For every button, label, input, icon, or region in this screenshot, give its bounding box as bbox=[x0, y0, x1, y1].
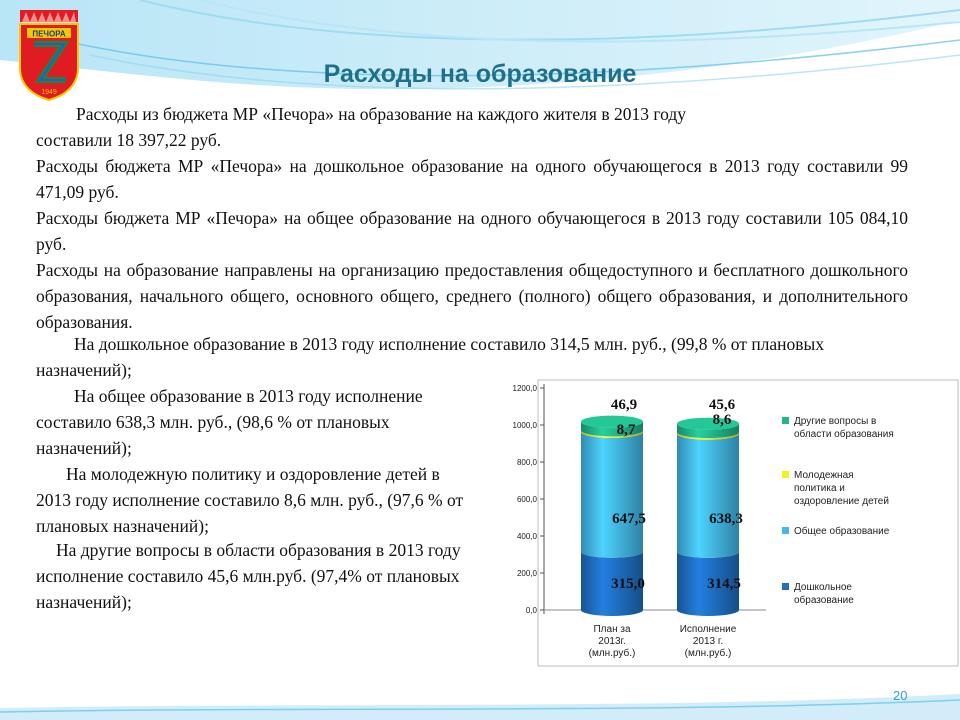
legend-label: образование bbox=[794, 595, 854, 606]
legend-label: Общее образование bbox=[794, 526, 890, 537]
paragraph-general-execution: На общее образование в 2013 году исполнение составило 638,3 млн. руб., (98,6 % от плановых назначений); bbox=[36, 386, 423, 458]
paragraph-preschool-per-student: Расходы бюджета МР «Печора» на дошкольное образование на одного обучающегося в 2013 году составили 99 471,09 руб. bbox=[36, 156, 908, 202]
svg-text:ПЕЧОРА: ПЕЧОРА bbox=[32, 29, 66, 39]
legend-label: области образования bbox=[794, 429, 894, 440]
paragraph-line: составили 18 397,22 руб. bbox=[36, 130, 222, 150]
y-tick-label: 1200,0 bbox=[512, 384, 537, 393]
bar-data-label: 45,6 bbox=[708, 397, 736, 413]
page-number: 20 bbox=[893, 688, 908, 703]
paragraph-per-capita-spending bbox=[36, 101, 908, 153]
bar-data-label: 8,6 bbox=[712, 412, 732, 428]
legend-label: Другие вопросы в bbox=[794, 416, 877, 427]
x-category-label: 2013 г. bbox=[692, 636, 724, 647]
footer-wave-decoration bbox=[0, 680, 960, 720]
x-category-label: 2013г. bbox=[598, 636, 626, 647]
legend-label: политика и bbox=[794, 483, 845, 494]
legend-label: оздоровление детей bbox=[794, 496, 889, 507]
x-category-label: План за bbox=[593, 624, 631, 635]
paragraph-spending-purpose: Расходы на образование направлены на организацию предоставления общедоступного и бесплатного дошкольного образования, начального общего, основного общего, среднего (полного) общего образования, и дополнительного образования. bbox=[36, 260, 908, 332]
y-tick-label: 200,0 bbox=[516, 569, 537, 578]
bar-data-label: 647,5 bbox=[612, 511, 646, 527]
slide-title: Расходы на образование bbox=[323, 60, 637, 88]
y-tick-label: 800,0 bbox=[516, 458, 537, 467]
bar-segment bbox=[677, 434, 739, 558]
legend-swatch bbox=[782, 583, 789, 590]
education-spending-chart bbox=[486, 376, 960, 672]
paragraph-other-execution: На другие вопросы в области образования в 2013 году исполнение составило 45,6 млн.руб. (97,4% от плановых назначений); bbox=[36, 540, 461, 612]
x-category-label: Исполнение bbox=[679, 624, 737, 635]
y-tick-label: 600,0 bbox=[516, 495, 537, 504]
paragraph-line: Расходы из бюджета МР «Печора» на образование на каждого жителя в 2013 году bbox=[76, 104, 686, 124]
legend-label: Дошкольное bbox=[794, 582, 852, 593]
legend-label: Молодежная bbox=[794, 470, 854, 481]
y-tick-label: 400,0 bbox=[516, 532, 537, 541]
bar-segment bbox=[581, 432, 643, 558]
bar-data-label: 8,7 bbox=[616, 422, 636, 438]
paragraph-general-per-student: Расходы бюджета МР «Печора» на общее образование на одного обучающегося в 2013 году составили 105 084,10 руб. bbox=[36, 208, 908, 254]
y-tick-label: 0,0 bbox=[525, 606, 537, 615]
legend-swatch bbox=[782, 471, 789, 478]
bar-data-label: 315,0 bbox=[611, 576, 645, 592]
x-category-label: (млн.руб.) bbox=[684, 648, 732, 659]
logo-year: 1949 bbox=[41, 89, 57, 96]
legend-swatch bbox=[782, 417, 789, 424]
y-tick-label: 1000,0 bbox=[512, 421, 537, 430]
bar-data-label: 638,3 bbox=[709, 511, 743, 527]
paragraph-youth-policy-execution: На молодежную политику и оздоровление детей в 2013 году исполнение составило 8,6 млн. руб., (97,6 % от плановых назначений); bbox=[36, 464, 464, 536]
bar-data-label: 314,5 bbox=[707, 576, 741, 592]
paragraph-preschool-execution: На дошкольное образование в 2013 году исполнение составило 314,5 млн. руб., (99,8 % от плановых назначений); bbox=[36, 334, 825, 380]
legend-swatch bbox=[782, 527, 789, 534]
bar-data-label: 46,9 bbox=[610, 397, 638, 413]
x-category-label: (млн.руб.) bbox=[588, 648, 636, 659]
